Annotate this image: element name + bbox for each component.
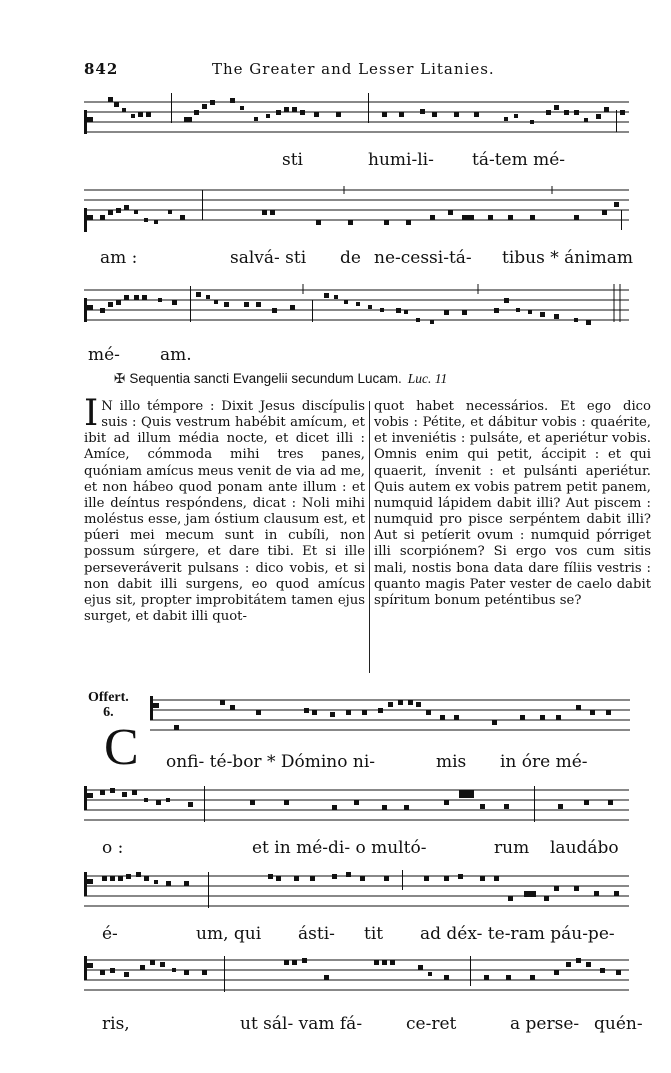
lyrics-line <box>84 924 654 950</box>
lyric-syllable: de <box>340 248 361 268</box>
lyric-syllable: onfi- té-bor * Dómino ni- <box>166 752 375 772</box>
lyric-syllable: a perse- <box>510 1014 580 1034</box>
lyrics-line <box>84 150 654 176</box>
gospel-left-text: N illo témpore : Dixit Jesus discípulis suis : Quis vestrum habébit amícum, et ibit ad illum média nocte, et dicet illi : Amíce, cómmoda mihi tres panes, quóniam amícus meus venit de via ad me, et non hábeo quod ponam ante illum : et ille deíntus respóndens, dicat : Noli mihi moléstus esse, jam óstium clausum est, et púeri mei mecum sunt in cubíli, non possum súrgere, et dare tibi. Et si ille perseveráverit pulsans : dico vobis, et si non dabit illi surgens, eo quod amícus ejus sit, propter improbitátem tamen ejus surget, et dabit illi quot- <box>84 399 365 625</box>
staff-graphic <box>150 690 630 740</box>
lyric-syllable: salvá- sti <box>230 248 307 268</box>
offertory-initial: C <box>104 719 139 776</box>
drop-initial: I <box>84 393 99 434</box>
lyric-syllable: laudábo <box>550 838 619 858</box>
lyric-syllable: ne-cessi-tá- <box>374 248 472 268</box>
lyrics-line <box>166 752 671 778</box>
lyric-syllable: mis <box>436 752 467 772</box>
lyric-syllable: mé- <box>88 345 120 365</box>
chant-staff-1 <box>84 92 629 144</box>
lyric-syllable: o : <box>102 838 124 858</box>
chant-staff-3 <box>84 280 629 344</box>
lyric-syllable: et in mé-di- o multó- <box>252 838 427 858</box>
lyric-syllable: humi-li- <box>368 150 434 170</box>
cross-icon: ✠ <box>114 371 126 386</box>
lyrics-line <box>84 838 654 864</box>
staff-graphic <box>84 866 629 916</box>
offertory-staff-1 <box>150 690 630 740</box>
column-divider <box>369 401 370 673</box>
page-header <box>84 60 651 82</box>
offertory-staff-4 <box>84 950 629 1006</box>
offertory-staff-3 <box>84 866 629 916</box>
offertory-mode: 6. <box>103 705 114 720</box>
running-title: The Greater and Lesser Litanies. <box>212 60 495 78</box>
lyric-syllable: um, qui <box>196 924 262 944</box>
lyric-syllable: ad déx- te-ram páu-pe- <box>420 924 615 944</box>
chant-staff-2 <box>84 180 629 242</box>
staff-graphic <box>84 180 629 242</box>
lyric-syllable: sti <box>282 150 303 170</box>
gospel-column-left <box>84 393 365 625</box>
lyric-syllable: ce-ret <box>406 1014 457 1034</box>
page-number: 842 <box>84 60 119 78</box>
offertory-staff-2 <box>84 780 629 832</box>
lyrics-line <box>84 345 654 371</box>
lyric-syllable: ut sál- vam fá- <box>240 1014 363 1034</box>
lyric-syllable: tit <box>364 924 384 944</box>
lyric-syllable: é- <box>102 924 118 944</box>
gospel-column-right: quot habet necessários. Et ego dico vobis : Pétite, et dábitur vobis : quaérite, et inveniétis : pulsáte, et aperiétur vobis. Omnis enim qui petit, áccipit : et qui quaerit, ínvenit : et pulsánti aperiétur. Quis autem ex vobis patrem petit panem, numquid lápidem dabit illi? Aut piscem : numquid pro pisce serpéntem dabit illi? Aut si petíerit ovum : numquid pórriget illi scorpiónem? Si ergo vos cum sitis mali, nostis bona data dare fíliis vestris : quanto magis Pater vester de caelo dabit spíritum bonum peténtibus se? <box>374 399 651 608</box>
lyric-syllable: tibus * ánimam <box>502 248 634 268</box>
scripture-reference: Luc. 11 <box>407 371 448 386</box>
lyric-syllable: in óre mé- <box>500 752 588 772</box>
staff-graphic <box>84 92 629 144</box>
rubric-text: Sequentia sancti Evangelii secundum Lucam. <box>129 371 402 386</box>
staff-graphic <box>84 950 629 1006</box>
lyrics-line <box>84 1014 654 1040</box>
gospel-text <box>84 393 651 675</box>
staff-graphic <box>84 280 629 344</box>
lyric-syllable: ris, <box>102 1014 130 1034</box>
offertory-label <box>88 690 129 720</box>
lyric-syllable: ásti- <box>298 924 335 944</box>
lyric-syllable: tá-tem mé- <box>472 150 566 170</box>
lyric-syllable: rum <box>494 838 530 858</box>
lyric-syllable: am. <box>160 345 192 365</box>
staff-graphic <box>84 780 629 832</box>
offertory-title: Offert. <box>88 690 129 705</box>
lyrics-line <box>84 248 654 274</box>
lyric-syllable: quén- <box>594 1014 643 1034</box>
lyric-syllable: am : <box>100 248 138 268</box>
gospel-rubric <box>114 371 447 387</box>
